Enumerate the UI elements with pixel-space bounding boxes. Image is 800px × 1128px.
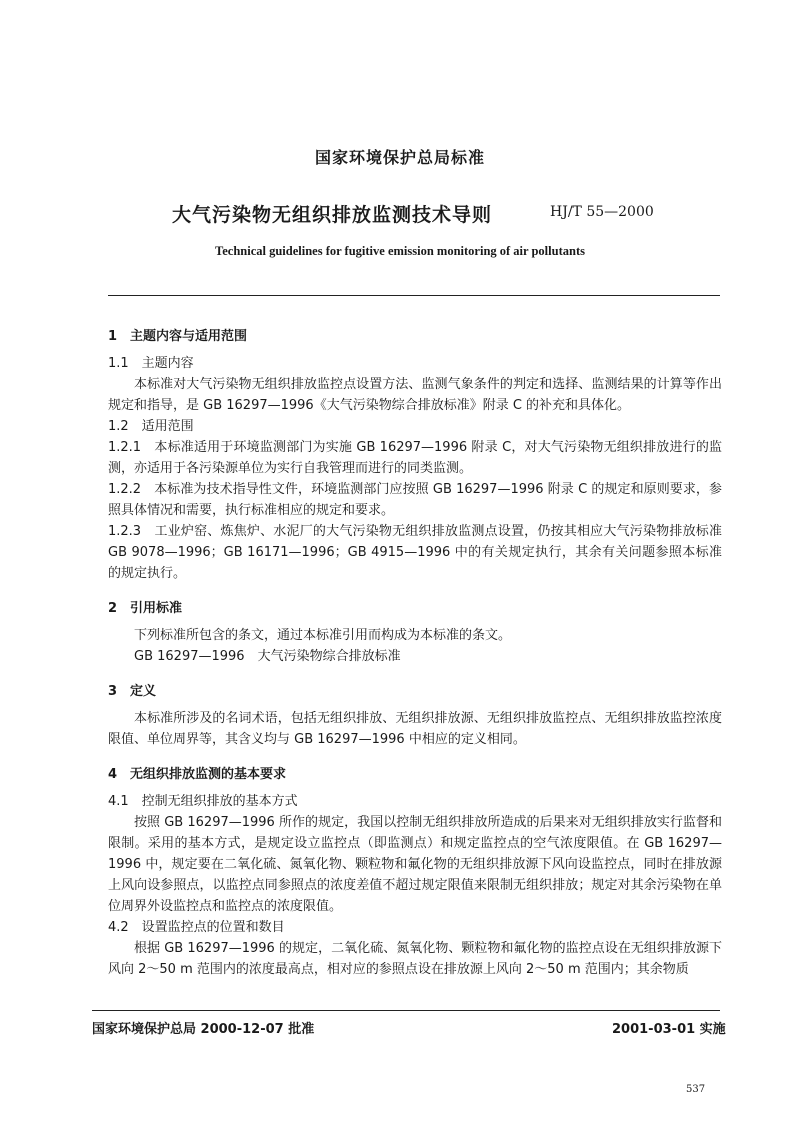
section-1-2-2: 1.2.2 本标准为技术指导性文件，环境监测部门应按照 GB 16297—1996 附录 C 的规定和原则要求，参照具体情况和需要，执行标准相应的规定和要求。 — [108, 482, 722, 518]
section-2-text: 下列标准所包含的条文，通过本标准引用而构成为本标准的条文。 — [134, 628, 512, 643]
section-1-1-heading: 1.1 主题内容 — [108, 356, 194, 371]
document-body — [108, 326, 722, 980]
section-2-heading: 2 引用标准 — [108, 601, 183, 616]
section-1-2-1: 1.2.1 本标准适用于环境监测部门为实施 GB 16297—1996 附录 C，对大气污染物无组织排放进行的监测，亦适用于各污染源单位为实行自我管理而进行的同类监测。 — [108, 440, 722, 476]
section-3-heading: 3 定义 — [108, 684, 157, 699]
section-1-1-text: 本标准对大气污染物无组织排放监控点设置方法、监测气象条件的判定和选择、监测结果的计算等作出规定和指导，是 GB 16297—1996《大气污染物综合排放标准》附录 C 的补充和具体化。 — [108, 377, 722, 413]
issuing-agency: 国家环境保护总局标准 — [314, 148, 485, 167]
approval-date: 国家环境保护总局 2000-12-07 批准 — [92, 1022, 315, 1037]
section-4-2-heading: 4.2 设置监控点的位置和数目 — [108, 920, 285, 935]
document-title: 大气污染物无组织排放监测技术导则 — [172, 204, 493, 226]
section-4-1-heading: 4.1 控制无组织排放的基本方式 — [108, 794, 298, 809]
section-4-1-text: 按照 GB 16297—1996 所作的规定，我国以控制无组织排放所造成的后果来对无组织排放实行监督和限制。采用的基本方式，是规定设立监控点（即监测点）和规定监控点的空气浓度限值。在 GB 16297—1996 中，规定要在二氧化硫、氮氧化物、颗粒物和氟化物的无组织排放源下风向设监控点，同时在排放源上风向设参照点，以监控点同参照点的浓度差值不超过规定限值来限制无组织排放；规定对其余污染物在单位周界外设监控点和监控点的浓度限值。 — [108, 815, 722, 914]
section-3-text: 本标准所涉及的名词术语，包括无组织排放、无组织排放源、无组织排放监控点、无组织排放监控浓度限值、单位周界等，其含义均与 GB 16297—1996 中相应的定义相同。 — [108, 711, 722, 747]
section-1-2-heading: 1.2 适用范围 — [108, 419, 194, 434]
header-divider — [108, 295, 720, 296]
section-4-2-text: 根据 GB 16297—1996 的规定，二氧化硫、氮氧化物、颗粒物和氟化物的监控点设在无组织排放源下风向 2～50 m 范围内的浓度最高点，相对应的参照点设在排放源上风向 2～50 m 范围内；其余物质 — [108, 941, 722, 977]
implementation-date: 2001-03-01 实施 — [612, 1022, 726, 1037]
footer-divider — [92, 1010, 720, 1011]
section-1-heading: 1 主题内容与适用范围 — [108, 329, 248, 344]
section-2-reference: GB 16297—1996 大气污染物综合排放标准 — [134, 649, 401, 664]
section-1-2-3: 1.2.3 工业炉窑、炼焦炉、水泥厂的大气污染物无组织排放监测点设置，仍按其相应大气污染物排放标准 GB 9078—1996；GB 16171—1996；GB 4915—1996 中的有关规定执行，其余有关问题参照本标准的规定执行。 — [108, 524, 722, 581]
english-title: Technical guidelines for fugitive emission monitoring of air pollutants — [215, 244, 585, 258]
standard-code: HJ/T 55—2000 — [550, 204, 654, 220]
section-4-heading: 4 无组织排放监测的基本要求 — [108, 767, 287, 782]
page-number: 537 — [686, 1084, 706, 1095]
